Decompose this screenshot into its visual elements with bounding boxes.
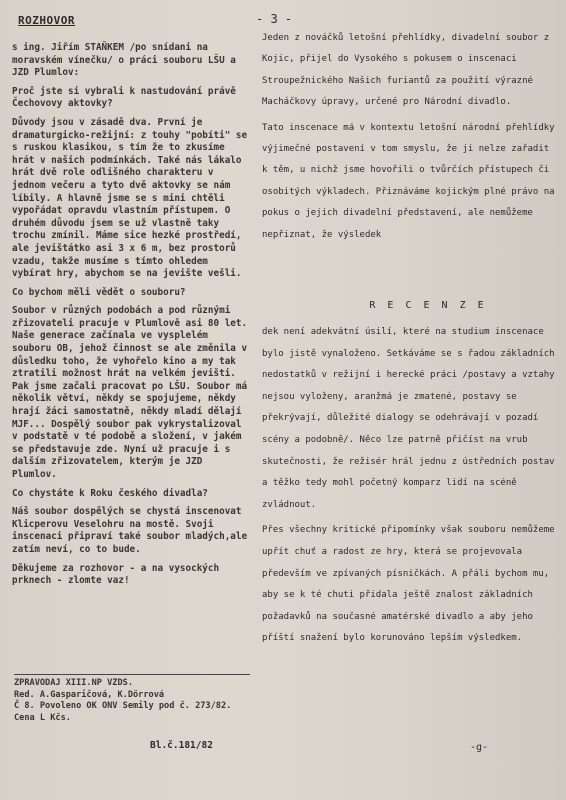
page-number: - 3 - — [256, 12, 293, 26]
interview-answer: Důvody jsou v zásadě dva. První je dramaturgicko-režijní: z touhy "pobíti" se s ruskou klasikou, s tím že to zkusíme hrát v našich podmínkách. Také nás lákalo hrát dvě role odlišného charakteru v jednom večeru a tyto dvě aktovky se nám líbily. A hlavně jsme se s mini chtěli vypořádat opravdu vlastním přístupem. O druhém důvodu jsem se už vlastně taky trochu zmínil. Máme sice hezké prostředí, ale jevištátko asi 3 x 6 m, bez prostorů vzadu, takže musíme s tímto ohledem vybírat hry, abychom se na jevište vešli. — [12, 116, 248, 280]
review-paragraph: Tato inscenace má v kontextu letošní národní přehlídky výjimečné postavení v tom smyslu, že ji nelze zařadit k těm, u nichž jsme hovořili o tvůrčích přístupech či osobitých výkladech. Přiznáváme kojickým plné právo na pokus o jejich divadelní představení, ale nemůžeme nepřiznat, že výsledek — [262, 122, 555, 240]
interview-question: Co chystáte k Roku českého divadla? — [12, 487, 208, 499]
review-paragraph: Přes všechny kritické připomínky však souboru nemůžeme upřít chuť a radost ze hry, která se projevovala především ve zpívaných písničkách. A přáli bychom mu, aby se k té chuti přidala ještě znalost základních požadavků na současné amatérské divadlo a aby jeho příští snažení bylo korunováno lepším výsledkem. — [262, 525, 555, 644]
interview-column — [12, 42, 250, 594]
author-signature: -g- — [470, 742, 489, 753]
imprint-block — [14, 674, 250, 724]
issue-number: Bl.č.181/82 — [150, 740, 213, 751]
review-paragraph: Jeden z nováčků letošní přehlídky, divadelní soubor z Kojic, přijel do Vysokého s pokusem o inscenaci Stroupežnického Našich furiantů za použití výrazné Macháčkovy úpravy, určené pro Národní divadlo. — [262, 33, 550, 108]
interview-intro: s ing. Jiřím STAŇKEM /po snídani na moravském vínečku/ o práci souboru LŠU a JZD Plumlov: — [12, 42, 236, 79]
interview-question: Proč jste si vybrali k nastudování právě Čechovovy aktovky? — [12, 85, 236, 110]
interview-answer: Soubor v různých podobách a pod různými zřizovateli pracuje v Plumlově asi 80 let. Naše generace začínala ve vysplelém souboru OB, jehož činnost se ale změnila v důsledku toho, že vyhořelo kino a my tak ztratili možnost hrát na velkém jevišti. Pak jsme začali pracovat po LŠU. Soubor má několik větví, někdy se spojujeme, někdy hrají žáci samostatně, někdy mladí dělají MJF... Dospělý soubor pak vykrystalizoval v podstatě v té podobě a složení, v jakém se představuje zde. Nyní už pracuje i s dalším zřizovatelem, kterým je JZD Plumlov. — [12, 305, 248, 480]
section-title: ROZHOVOR — [18, 14, 75, 27]
interview-question: Co bychom měli vědět o souboru? — [12, 286, 186, 298]
interview-answer: Náš soubor dospělých se chystá inscenovat Klicperovu Veselohru na mostě. Svoji inscenaci připraví také soubor mladých,ale zatím neví, co to bude. — [12, 506, 248, 555]
review-column-top — [262, 28, 558, 250]
imprint-line: Red. A.Gasparičová, K.Dörrová — [14, 689, 165, 700]
interview-closing: Děkujeme za rozhovor - a na vysockých prknech - zlomte vaz! — [12, 562, 220, 587]
review-label: R E C E N Z E — [369, 300, 487, 311]
imprint-line: ZPRAVODAJ XIII.NP VZDS. — [14, 678, 133, 688]
review-column-bottom — [262, 322, 558, 654]
imprint-line: Č 8. Povoleno OK ONV Semily pod č. 273/82. Cena L Kčs. — [14, 701, 232, 723]
review-paragraph: dek není adekvátní úsilí, které na studium inscenace bylo jistě vynaloženo. Setkáváme se s řadou základních nedostatků v režijní i herecké práci /postavy a vztahy nejsou vyloženy, aranžmá je zmatené, postavy se překrývají, důležité dialogy se odehrávají v pozadí scény a podobně/. Něco lze patrně přičíst na vrub skutečnosti, že režisér hrál jednu z ústředních postav a těžko tedy mohl početný komparz lidí na scéně zvládnout. — [262, 327, 555, 510]
